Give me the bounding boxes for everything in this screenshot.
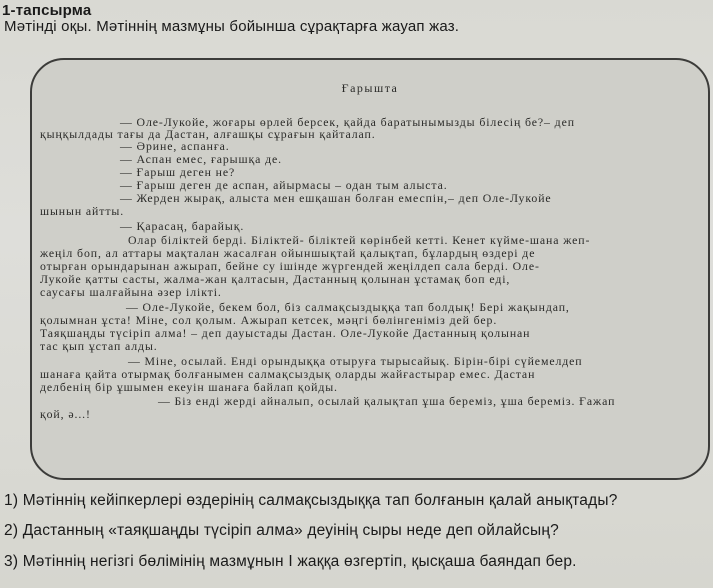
- text-line: қой, ә...!: [40, 407, 91, 421]
- text-line: жеңіл боп, ал аттары мақталан жасалған ойыншықтай қалықтап, бұлардың өздері де: [40, 246, 536, 260]
- reading-text: [32, 60, 708, 478]
- text-line: — Қарасаң, барайық.: [120, 219, 245, 233]
- text-line: — Міне, осылай. Енді орындыққа отыруға тырысайық. Бірін-бірі сүйемелдеп: [128, 354, 583, 368]
- text-line: — Оле-Лукойе, жоғары өрлей берсек, қайда баратынымызды білесің бе?– деп: [120, 115, 575, 129]
- question-1: 1) Мәтіннің кейіпкерлері өздерінің салмақсыздыққа тап болғанын қалай анықтады?: [4, 492, 618, 509]
- question-3: 3) Мәтіннің негізгі бөлімінің мазмұнын I жаққа өзгертіп, қысқаша баяндап бер.: [4, 553, 577, 570]
- text-line: тас қып ұстап алды.: [40, 339, 158, 353]
- text-line: — Әрине, аспанға.: [120, 139, 230, 153]
- text-title: Ғарыштa: [341, 81, 399, 95]
- text-line: — Ғарыш деген не?: [120, 165, 236, 179]
- text-line: — Оле-Лукойе, бекем бол, біз салмақсыздыққа тап болдық! Бері жақындап,: [126, 300, 570, 314]
- text-line: Лукойе қатты састы, жалма-жан қалтасын, Дастанның қолынан ұстамақ боп еді,: [40, 272, 511, 286]
- text-line: — Ғарыш деген де аспан, айырмасы – одан тым алыста.: [120, 178, 448, 192]
- text-line: — Аспан емес, ғарышқа де.: [120, 152, 282, 166]
- text-line: қолымнан ұста! Міне, сол қолым. Ажырап кетсек, мәңгі бөлінгеніміз дей бер.: [40, 313, 498, 327]
- text-line: Таяқшаңды түсіріп алма! – деп дауыстады Дастан. Оле-Лукойе Дастанның қолынан: [40, 326, 531, 340]
- task-title: 1-тапсырма: [2, 2, 92, 19]
- text-line: саусағы шалғайына әзер ілікті.: [40, 285, 222, 299]
- task-instruction: Мәтінді оқы. Мәтіннің мазмұны бойынша сұрақтарға жауап жаз.: [4, 18, 460, 35]
- text-line: қыңқылдады тағы да Дастан, алғашқы сұрағын қайталап.: [40, 127, 376, 141]
- text-line: шынын айтты.: [40, 204, 125, 218]
- question-2: 2) Дастанның «таяқшаңды түсіріп алма» деуінің сыры неде деп ойлайсың?: [4, 522, 559, 539]
- text-line: — Біз енді жерді айналып, осылай қалықтап ұша береміз, ұша береміз. Ғажап: [158, 394, 616, 408]
- text-line: делбенің бір ұшымен екеуін шанаға байлап қойды.: [40, 380, 338, 394]
- text-line: отырған орындарынан ажырап, бейне су ішінде жүргендей жеңілдеп сала берді. Оле-: [40, 259, 540, 273]
- text-line: — Жерден жырақ, алыста мен ешқашан болған емеспін,– деп Оле-Лукойе: [120, 191, 552, 205]
- reading-text-box: [30, 58, 710, 480]
- text-line: Олар біліктей берді. Біліктей- біліктей көрінбей кетті. Кенет күйме-шана жеп-: [128, 233, 591, 247]
- text-line: шанаға қайта отырмақ болғанымен салмақсыздық оларды жайғастырар емес. Дастан: [40, 367, 536, 381]
